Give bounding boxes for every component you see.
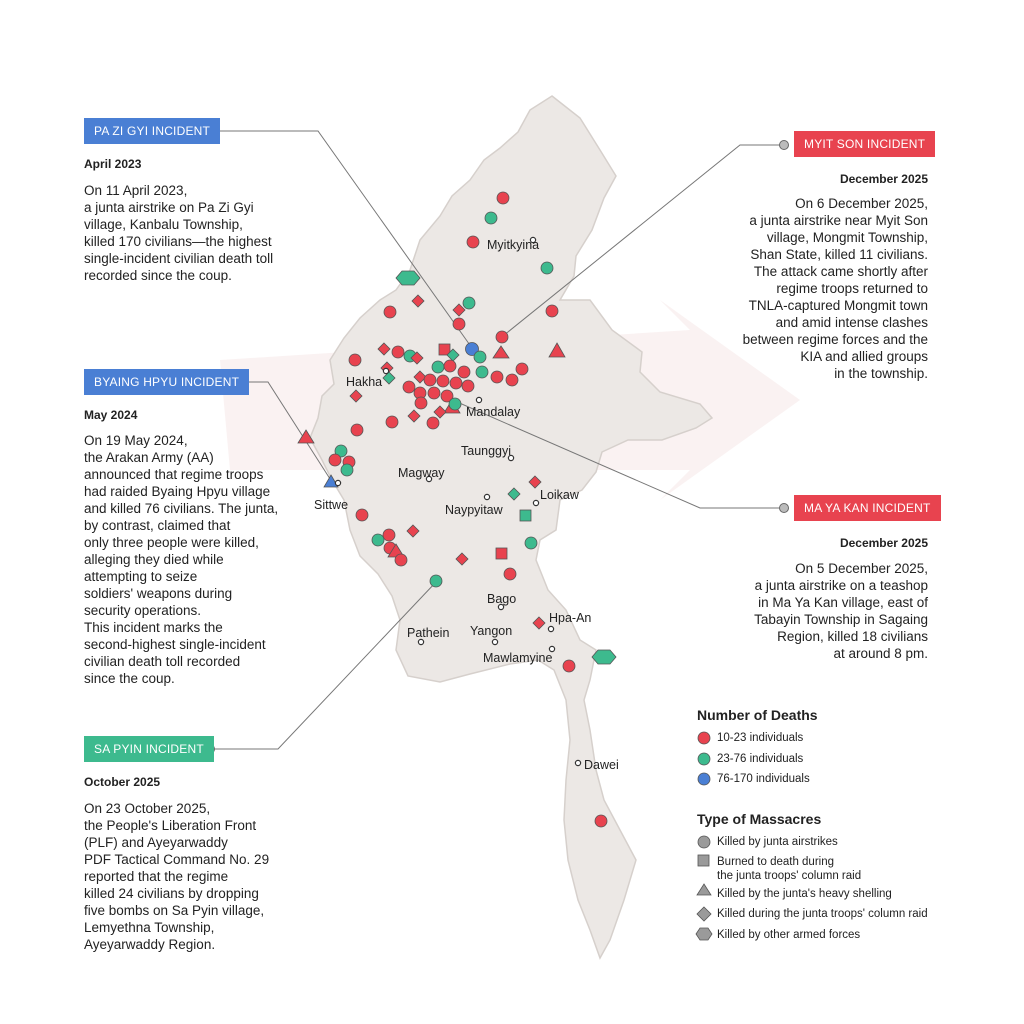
- legend-deaths-swatches: [696, 729, 716, 793]
- incident-tag-byaing-hpyu: BYAING HPYU INCIDENT: [84, 369, 249, 395]
- incident-text-byaing-hpyu: On 19 May 2024, the Arakan Army (AA) announced that regime troops had raided Byaing Hpyu village and killed 76 civilians. The junta, by contrast, claimed that only three people were killed, alleging they died while attempting to seize soldiers' weapons during security operations. This incident marks the second-highest single-incident civilian death toll recorded since the coup.: [84, 433, 279, 686]
- incident-marker: [444, 360, 456, 372]
- legend-type-shapes: [695, 833, 717, 943]
- city-label-taunggyi: Taunggyi: [461, 444, 512, 458]
- incident-tag-sa-pyin: SA PYIN INCIDENT: [84, 736, 214, 762]
- diamond-shape-icon: [697, 907, 711, 921]
- city-label-myitkyina: Myitkyina: [487, 238, 540, 252]
- incident-marker: [520, 510, 531, 521]
- legend-deaths-label: 76-170 individuals: [717, 773, 810, 785]
- incident-marker: [563, 660, 575, 672]
- city-dot: [418, 639, 423, 644]
- triangle-shape-icon: [697, 884, 711, 895]
- incident-text-ma-ya-kan: On 5 December 2025, a junta airstrike on a teashop in Ma Ya Kan village, east of Tabayin Township in Sagaing Region, killed 18 civilians at around 8 pm.: [754, 561, 928, 661]
- city-label-hakha: Hakha: [346, 375, 383, 389]
- square-shape-icon: [698, 855, 709, 866]
- legend-swatch-blue: [698, 773, 710, 785]
- incident-marker: [595, 815, 607, 827]
- hexagon-shape-icon: [696, 928, 712, 940]
- city-dot: [476, 397, 481, 402]
- incident-marker: [506, 374, 518, 386]
- incident-text-myit-son: On 6 December 2025, a junta airstrike near Myit Son village, Mongmit Township, Shan State, killed 11 civilians. The attack came shortly after regime troops returned to TNLA-captured Mongmit town and amid intense clashes between regime forces and the KIA and allied groups in the township.: [742, 196, 928, 381]
- incident-marker: [341, 464, 353, 476]
- legend-swatch-red: [698, 732, 710, 744]
- legend-type-label: Killed during the junta troops' column raid: [717, 908, 928, 920]
- incident-marker: [383, 529, 395, 541]
- incident-marker: [386, 416, 398, 428]
- incident-marker: [427, 417, 439, 429]
- city-label-naypyitaw: Naypyitaw: [445, 503, 503, 517]
- incident-marker: [351, 424, 363, 436]
- incident-marker: [395, 554, 407, 566]
- legend-type-label: Burned to death during the junta troops' column raid: [717, 856, 862, 882]
- city-dot: [335, 480, 340, 485]
- incident-marker: [428, 387, 440, 399]
- incident-marker: [476, 366, 488, 378]
- incident-marker: [525, 537, 537, 549]
- incident-marker: [430, 575, 442, 587]
- city-label-mawlamyine: Mawlamyine: [483, 651, 553, 665]
- incident-marker: [463, 297, 475, 309]
- legend-type-label: Killed by other armed forces: [717, 929, 861, 941]
- incident-text-sa-pyin: On 23 October 2025, the People's Liberation Front (PLF) and Ayeyarwaddy PDF Tactical Command No. 29 reported that the regime killed 24 civilians by dropping five bombs on Sa Pyin village, Lemyethna Township, Ayeyarwaddy Region.: [84, 801, 270, 952]
- leader-end-marker: [780, 504, 789, 513]
- city-label-yangon: Yangon: [470, 624, 513, 638]
- incident-marker: [496, 548, 507, 559]
- legend-type-label: Killed by the junta's heavy shelling: [717, 888, 892, 900]
- incident-text-pa-zi-gyi: On 11 April 2023, a junta airstrike on Pa Zi Gyi village, Kanbalu Township, killed 170 civilians—the highest single-incident civilian death toll recorded since the coup.: [84, 183, 274, 283]
- city-label-loikaw: Loikaw: [540, 488, 579, 502]
- incident-marker: [516, 363, 528, 375]
- city-label-mandalay: Mandalay: [466, 405, 521, 419]
- city-dot: [383, 368, 388, 373]
- incident-marker: [450, 377, 462, 389]
- legend-deaths-label: 23-76 individuals: [717, 753, 804, 765]
- city-label-magway: Magway: [398, 466, 445, 480]
- incident-marker: [474, 351, 486, 363]
- incident-marker: [497, 192, 509, 204]
- incident-date-myit-son: December 2025: [839, 172, 928, 186]
- legend-deaths-title: Number of Deaths: [697, 707, 818, 723]
- city-dot: [575, 760, 580, 765]
- incident-marker: [462, 380, 474, 392]
- city-label-hpa-an: Hpa-An: [549, 611, 592, 625]
- incident-marker: [349, 354, 361, 366]
- leader-end-marker: [780, 141, 789, 150]
- incident-marker: [449, 398, 461, 410]
- incident-marker: [467, 236, 479, 248]
- city-label-sittwe: Sittwe: [314, 498, 349, 512]
- incident-marker: [485, 212, 497, 224]
- incident-marker: [546, 305, 558, 317]
- city-dot: [492, 639, 497, 644]
- legend-type-label: Killed by junta airstrikes: [717, 836, 838, 848]
- incident-marker: [504, 568, 516, 580]
- country-outline: [310, 96, 712, 958]
- city-dot: [548, 626, 553, 631]
- incident-marker: [496, 331, 508, 343]
- city-label-pathein: Pathein: [407, 626, 450, 640]
- incident-date-byaing-hpyu: May 2024: [84, 408, 138, 422]
- incident-marker: [356, 509, 368, 521]
- incident-tag-ma-ya-kan: MA YA KAN INCIDENT: [794, 495, 941, 521]
- circle-shape-icon: [698, 836, 710, 848]
- incident-marker: [491, 371, 503, 383]
- incident-tag-myit-son: MYIT SON INCIDENT: [794, 131, 935, 157]
- incident-date-pa-zi-gyi: April 2023: [84, 157, 142, 171]
- legend-swatch-green: [698, 753, 710, 765]
- city-label-dawei: Dawei: [584, 758, 619, 772]
- legend-deaths-label: 10-23 individuals: [717, 732, 804, 744]
- incident-marker: [403, 381, 415, 393]
- incident-date-sa-pyin: October 2025: [84, 775, 161, 789]
- incident-marker: [458, 366, 470, 378]
- incident-marker: [424, 374, 436, 386]
- city-dot: [484, 494, 489, 499]
- incident-marker: [372, 534, 384, 546]
- incident-marker: [453, 318, 465, 330]
- incident-marker: [384, 306, 396, 318]
- incident-marker: [437, 375, 449, 387]
- city-dot: [533, 500, 538, 505]
- incident-marker: [415, 397, 427, 409]
- incident-marker: [392, 346, 404, 358]
- incident-date-ma-ya-kan: December 2025: [839, 536, 928, 550]
- incident-marker: [432, 361, 444, 373]
- incident-marker: [541, 262, 553, 274]
- incident-tag-pa-zi-gyi: PA ZI GYI INCIDENT: [84, 118, 220, 144]
- incident-marker: [329, 454, 341, 466]
- legend-types-title: Type of Massacres: [697, 811, 822, 827]
- city-label-bago: Bago: [487, 592, 517, 606]
